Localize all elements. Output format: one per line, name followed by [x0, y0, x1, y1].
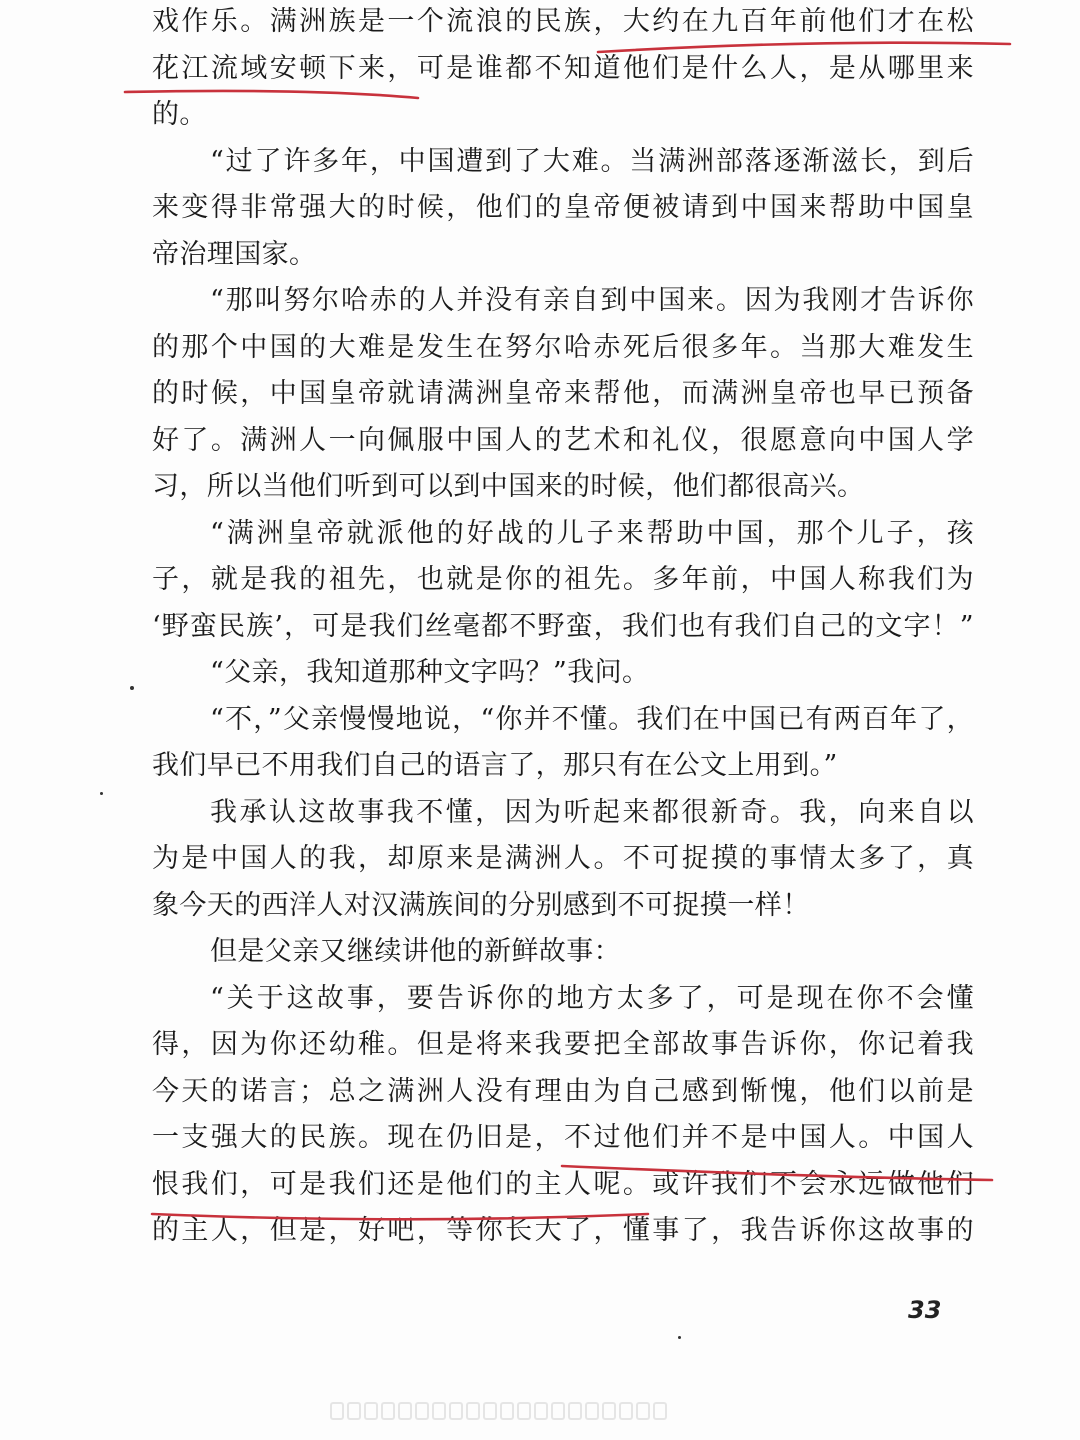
text-line: “过了许多年，中国遭到了大难。当满洲部落逐渐滋长，到后: [210, 145, 974, 177]
text-line: ‘野蛮民族’，可是我们丝毫都不野蛮，我们也有我们自己的文字！”: [152, 610, 974, 642]
text-line: 来变得非常强大的时候，他们的皇帝便被请到中国来帮助中国皇: [152, 192, 974, 223]
text-line: 的时候，中国皇帝就请满洲皇帝来帮他，而满洲皇帝也早已预备: [152, 378, 974, 409]
watermark: [330, 1400, 750, 1422]
text-line: 我们早已不用我们自己的语言了，那只有在公文上用到。”: [152, 750, 838, 781]
text-line: 象今天的西洋人对汉满族间的分别感到不可捉摸一样！: [152, 889, 810, 921]
text-line: “那叫努尔哈赤的人并没有亲自到中国来。因为我刚才告诉你: [210, 285, 974, 316]
text-line: 戏作乐。满洲族是一个流浪的民族，大约在九百年前他们才在松: [152, 6, 974, 37]
text-line: 子，就是我的祖先，也就是你的祖先。多年前，中国人称我们为: [152, 564, 974, 595]
page-text: [152, 0, 974, 1255]
page-number: 33: [908, 1296, 942, 1324]
text-line: “关于这故事，要告诉你的地方太多了，可是现在你不会懂: [210, 982, 974, 1014]
text-line: 但是父亲又继续讲他的新鲜故事：: [210, 936, 621, 967]
text-line: “不，”父亲慢慢地说，“你并不懂。我们在中国已有两百年了，: [210, 703, 974, 735]
text-line: 我承认这故事我不懂，因为听起来都很新奇。我，向来自以: [210, 796, 974, 828]
text-line: 的那个中国的大难是发生在努尔哈赤死后很多年。当那大难发生: [152, 331, 974, 363]
text-line: 花江流域安顿下来，可是谁都不知道他们是什么人，是从哪里来: [152, 52, 974, 84]
text-line: 习，所以当他们听到可以到中国来的时候，他们都很高兴。: [152, 471, 865, 502]
text-line: 一支强大的民族。现在仍旧是，不过他们并不是中国人。中国人: [152, 1122, 974, 1153]
text-line: 的。: [152, 99, 207, 130]
text-line: 得，因为你还幼稚。但是将来我要把全部故事告诉你，你记着我: [152, 1029, 974, 1060]
text-line: “满洲皇帝就派他的好战的儿子来帮助中国，那个儿子，孩: [210, 517, 974, 549]
text-line: 好了。满洲人一向佩服中国人的艺术和礼仪，很愿意向中国人学: [152, 424, 974, 456]
text-line: 恨我们，可是我们还是他们的主人呢。或许我们不会永远做他们: [152, 1168, 974, 1200]
scan-speck: [100, 792, 103, 795]
scan-speck: [678, 1336, 681, 1339]
text-line: “父亲，我知道那种文字吗？”我问。: [210, 657, 650, 688]
text-line: 帝治理国家。: [152, 238, 317, 270]
scan-speck: [130, 686, 134, 690]
text-line: 今天的诺言；总之满洲人没有理由为自己感到惭愧，他们以前是: [152, 1075, 974, 1107]
text-line: 的主人，但是，好吧，等你长大了，懂事了，我告诉你这故事的: [152, 1215, 974, 1246]
text-line: 为是中国人的我，却原来是满洲人。不可捉摸的事情太多了，真: [152, 843, 974, 874]
